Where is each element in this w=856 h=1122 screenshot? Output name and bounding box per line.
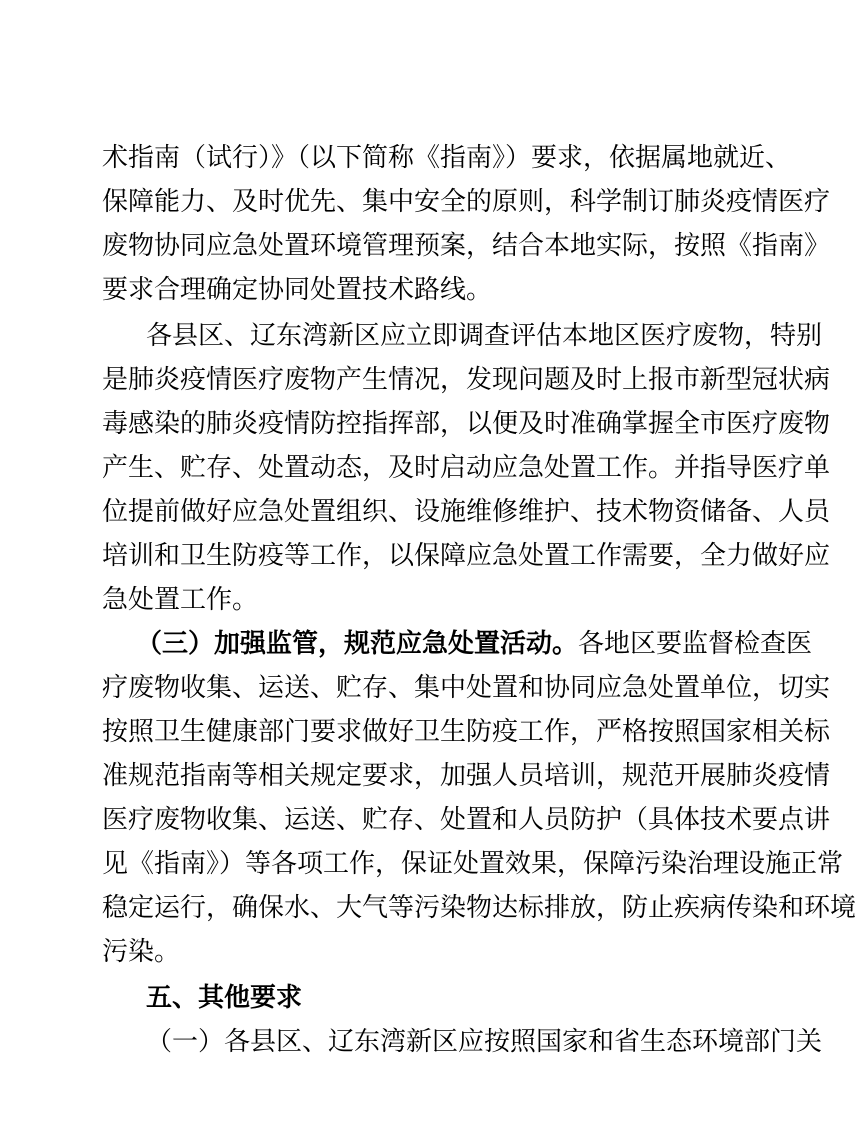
text-line: 见《指南》）等各项工作，保证处置效果，保障污染治理设施正常 (102, 849, 844, 879)
text-line: 准规范指南等相关规定要求，加强人员培训，规范开展肺炎疫情 (102, 761, 831, 791)
section-3-text: 各地区要监督检查医 (578, 629, 813, 659)
text-line: 术指南（试行）》（以下简称《指南》）要求，依据属地就近、 (102, 143, 792, 173)
text-line: 位提前做好应急处置组织、设施维修维护、技术物资储备、人员 (102, 497, 831, 527)
text-line: 培训和卫生防疫等工作，以保障应急处置工作需要，全力做好应 (102, 541, 831, 571)
section-5-heading: 五、其他要求 (146, 983, 303, 1013)
paragraph-first-line: （一）各县区、辽东湾新区应按照国家和省生态环境部门关 (146, 1027, 823, 1057)
text-line: 疗废物收集、运送、贮存、集中处置和协同应急处置单位，切实 (102, 673, 831, 703)
text-line: 医疗废物收集、运送、贮存、处置和人员防护（具体技术要点讲 (102, 805, 831, 835)
text-line: 废物协同应急处置环境管理预案，结合本地实际，按照《指南》 (102, 231, 831, 261)
text-line: 是肺炎疫情医疗废物产生情况，发现问题及时上报市新型冠状病 (102, 365, 831, 395)
text-line: 保障能力、及时优先、集中安全的原则，科学制订肺炎疫情医疗 (102, 187, 831, 217)
text-line: 产生、贮存、处置动态，及时启动应急处置工作。并指导医疗单 (102, 453, 831, 483)
section-3-line (136, 624, 813, 664)
paragraph-first-line: 各县区、辽东湾新区应立即调查评估本地区医疗废物，特别 (146, 321, 823, 351)
text-line: 急处置工作。 (102, 585, 259, 615)
text-line: 毒感染的肺炎疫情防控指挥部，以便及时准确掌握全市医疗废物 (102, 409, 831, 439)
text-line: 稳定运行，确保水、大气等污染物达标排放，防止疾病传染和环境 (102, 893, 856, 923)
text-line: 按照卫生健康部门要求做好卫生防疫工作，严格按照国家相关标 (102, 717, 831, 747)
text-line: 污染。 (102, 937, 181, 967)
section-3-heading: （三）加强监管，规范应急处置活动。 (136, 629, 579, 659)
text-line: 要求合理确定协同处置技术路线。 (102, 275, 493, 305)
